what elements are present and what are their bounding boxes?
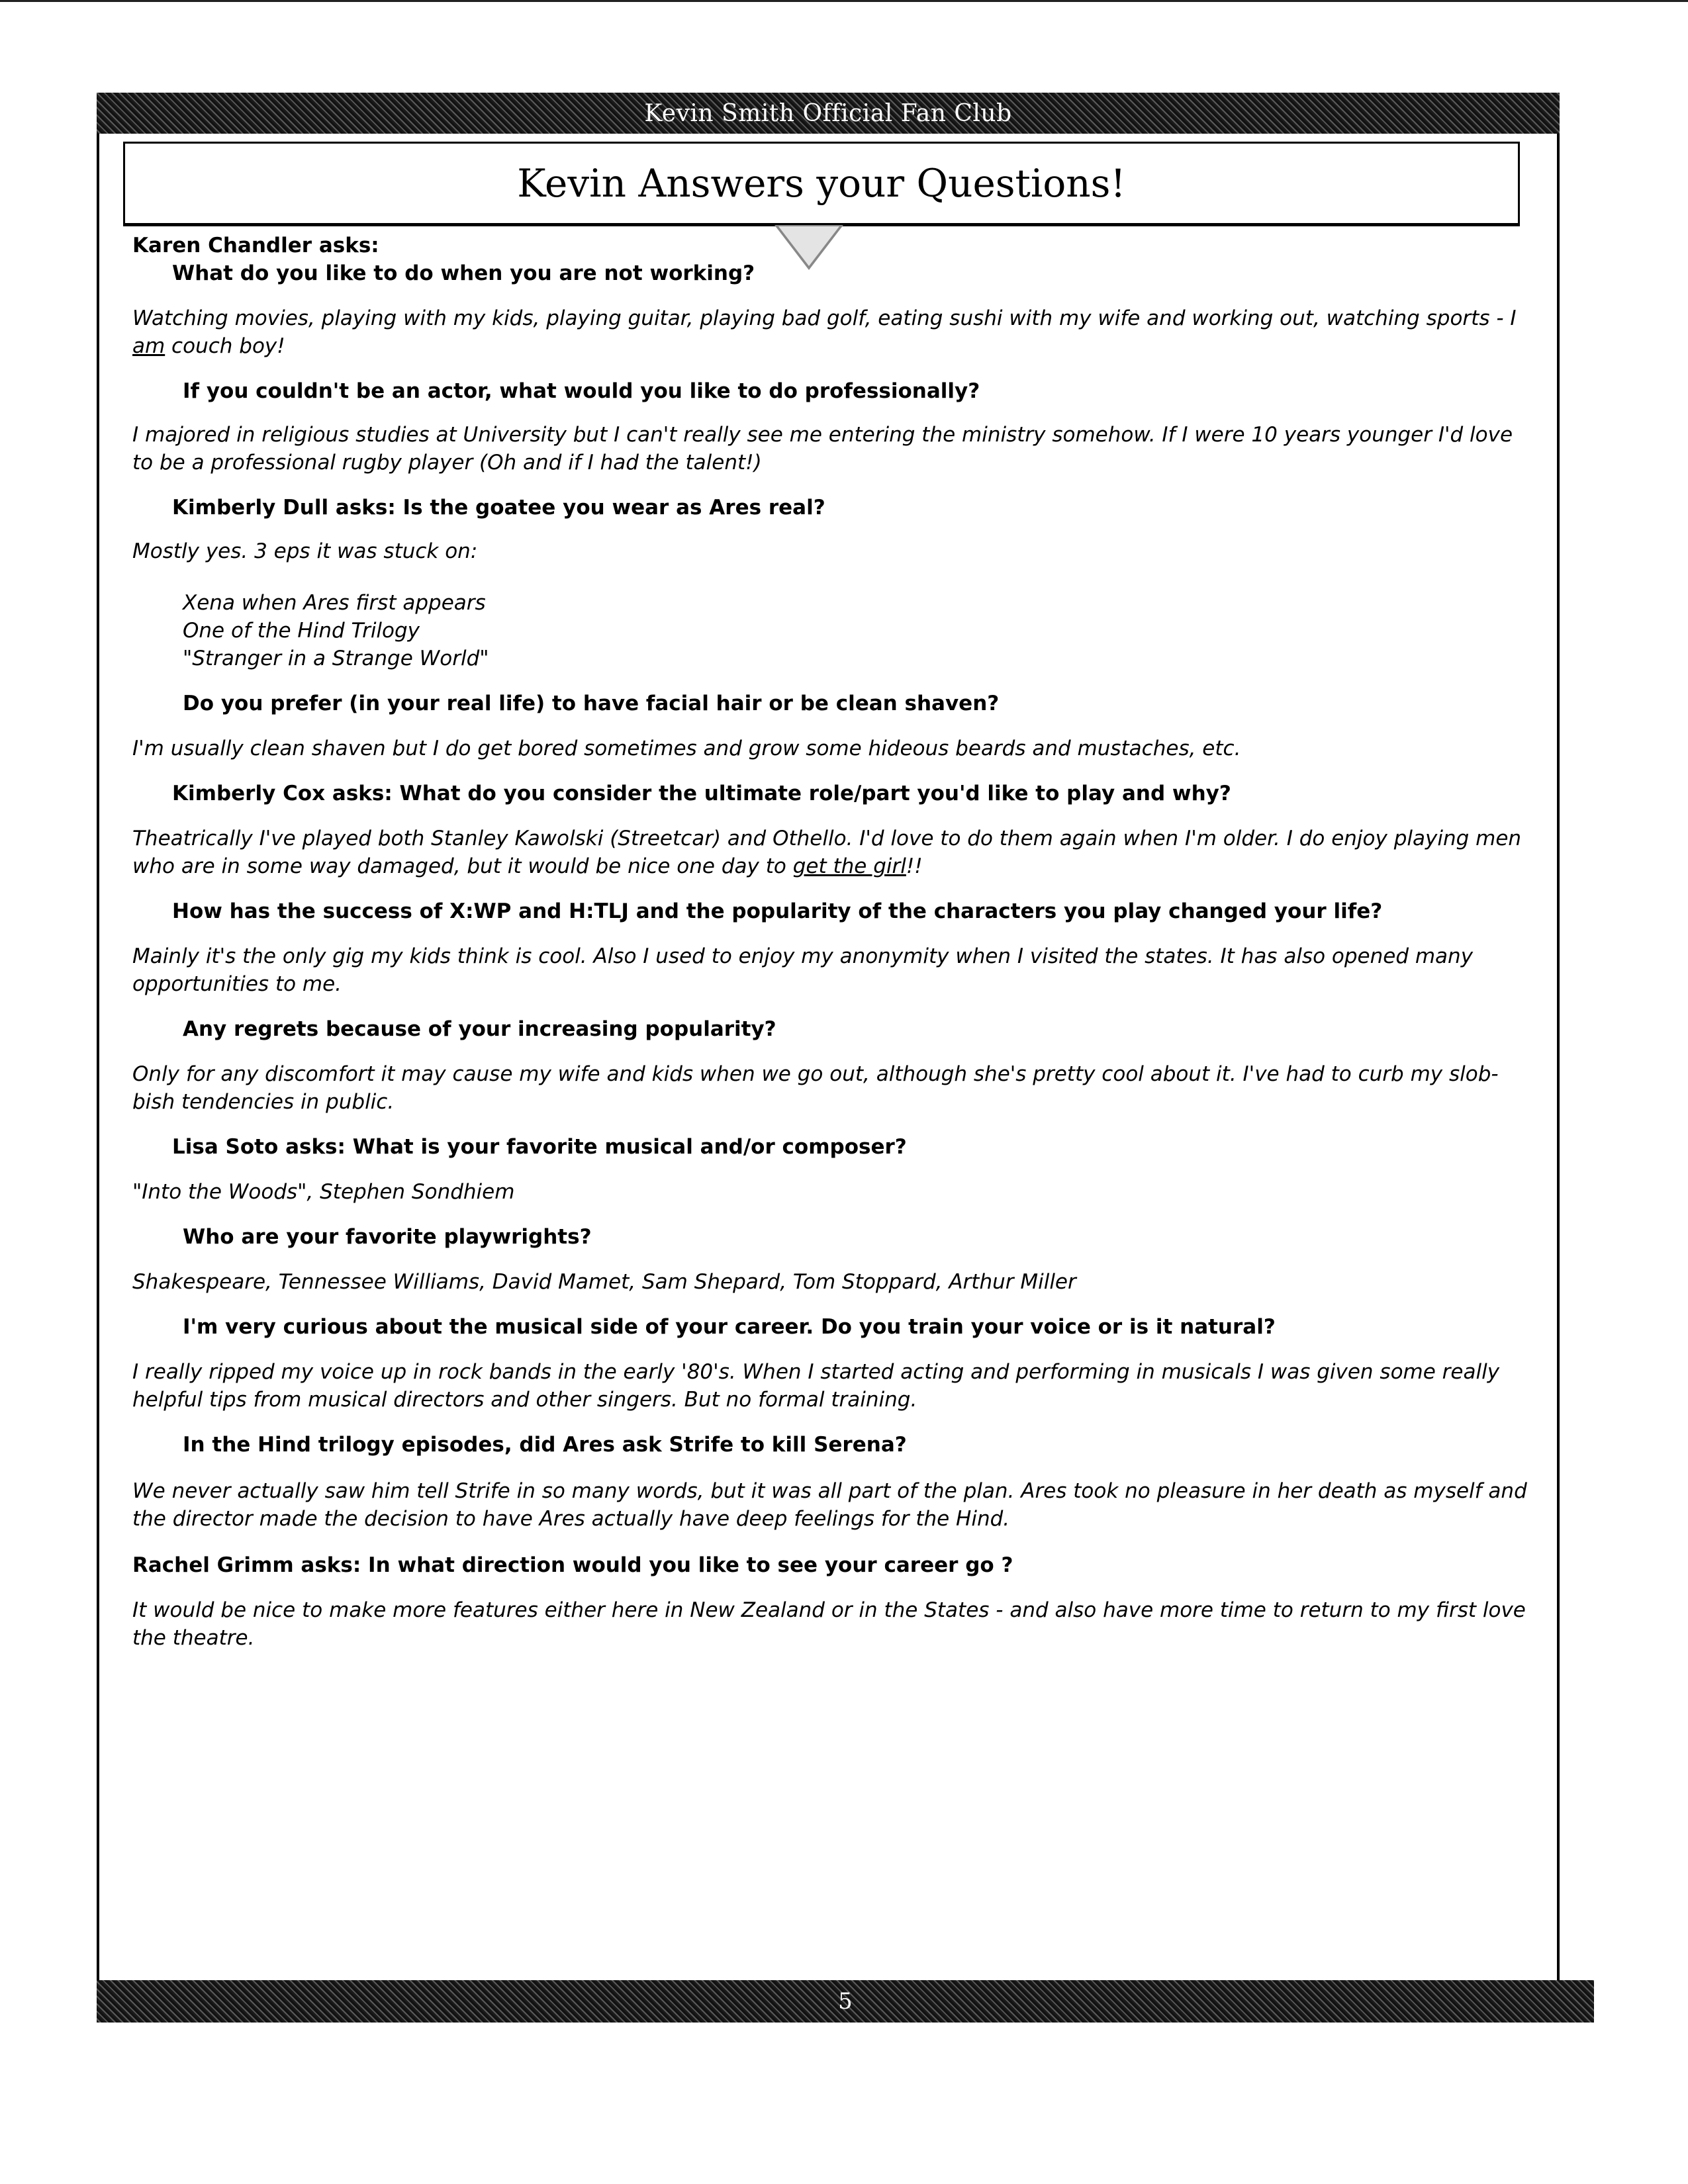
page-title: Kevin Answers your Questions! (517, 161, 1126, 206)
question: Do you prefer (in your real life) to have facial hair or be clean shaven? (183, 692, 1000, 715)
question: Kimberly Cox asks: What do you consider the ultimate role/part you'd like to play and why? (172, 782, 1231, 805)
page-number: 5 (838, 1988, 853, 2015)
top-border-line (0, 0, 1688, 2)
answer-tail: !! (906, 854, 923, 878)
question: Any regrets because of your increasing popularity? (183, 1017, 776, 1041)
episode-list-item: "Stranger in a Strange World" (183, 647, 489, 670)
answer (132, 825, 1529, 880)
question: How has the success of X:WP and H:TLJ and the popularity of the characters you play changed your life? (172, 899, 1383, 923)
episode-list-item: One of the Hind Trilogy (183, 619, 420, 643)
answer: Shakespeare, Tennessee Williams, David Mamet, Sam Shepard, Tom Stoppard, Arthur Miller (132, 1270, 1076, 1294)
question: Who are your favorite playwrights? (183, 1225, 592, 1249)
answer: I'm usually clean shaven but I do get bored sometimes and grow some hideous beards and mustaches, etc. (132, 737, 1241, 760)
question: In the Hind trilogy episodes, did Ares ask Strife to kill Serena? (183, 1433, 907, 1457)
answer: It would be nice to make more features either here in New Zealand or in the States - and also have more time to return to my first love the theatre. (132, 1598, 1526, 1650)
question: I'm very curious about the musical side of your career. Do you train your voice or is it natural? (183, 1315, 1276, 1339)
newsletter-header-bar (97, 93, 1560, 134)
answer: I really ripped my voice up in rock bands in the early '80's. When I started acting and performing in musicals I was given some really helpful tips from musical directors and other singers. But no formal training. (132, 1360, 1500, 1412)
question: What do you like to do when you are not working? (172, 261, 755, 285)
question: Kimberly Dull asks: Is the goatee you wear as Ares real? (172, 496, 825, 520)
episode-list-item: Xena when Ares first appears (183, 591, 486, 615)
question: If you couldn't be an actor, what would you like to do professionally? (183, 379, 980, 403)
footer-bar (97, 1980, 1594, 2023)
newsletter-title: Kevin Smith Official Fan Club (644, 99, 1012, 127)
question: Rachel Grimm asks: In what direction would you like to see your career go ? (132, 1553, 1013, 1577)
asker-name: Karen Chandler asks: (132, 234, 379, 257)
question: Lisa Soto asks: What is your favorite musical and/or composer? (172, 1135, 907, 1159)
answer-text: Watching movies, playing with my kids, playing guitar, playing bad golf, eating sushi with my wife and working out, watching sports - I (132, 306, 1517, 330)
episode-list (132, 589, 1529, 672)
answer: "Into the Woods", Stephen Sondhiem (132, 1180, 515, 1204)
page-title-box (123, 142, 1520, 226)
answer: Only for any discomfort it may cause my wife and kids when we go out, although she's pretty cool about it. I've had to curb my slob-bish tendencies in public. (132, 1062, 1499, 1114)
answer-text: Theatrically I've played both Stanley Kawolski (Streetcar) and Othello. I'd love to do them again when I'm older. I do enjoy playing men who are in some way damaged, but it would be nice one day to (132, 827, 1522, 878)
answer: Mainly it's the only gig my kids think is cool. Also I used to enjoy my anonymity when I visited the states. It has also opened many opportunities to me. (132, 944, 1474, 996)
answer-emphasis: am (132, 334, 165, 358)
answer-tail: couch boy! (165, 334, 285, 358)
qa-content (132, 232, 1529, 1652)
answer: Mostly yes. 3 eps it was stuck on: (132, 539, 478, 563)
answer-emphasis: get the girl (792, 854, 906, 878)
answer: I majored in religious studies at University but I can't really see me entering the ministry somehow. If I were 10 years younger I'd love to be a professional rugby player (Oh and if I had the talent!) (132, 423, 1513, 475)
answer: We never actually saw him tell Strife in so many words, but it was all part of the plan. Ares took no pleasure in her death as myself and the director made the decision to have Ares actually have deep feelings for the Hind. (132, 1479, 1527, 1531)
answer (132, 304, 1529, 360)
